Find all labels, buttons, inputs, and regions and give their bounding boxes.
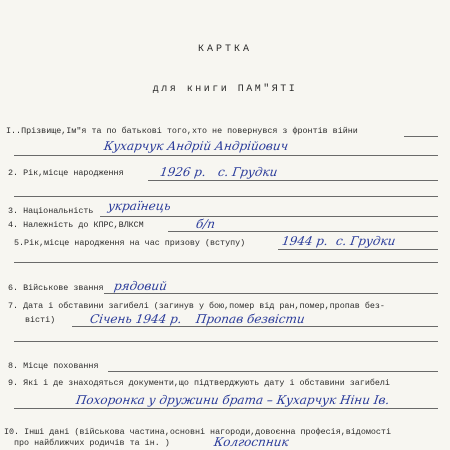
field-7-rule-2 [14, 341, 438, 342]
field-8-rule [108, 371, 438, 372]
field-4-label: 4. Належність до КПРС,ВЛКСМ [8, 220, 144, 230]
field-7-label-line-2: вісті) [25, 315, 56, 325]
field-9-label: 9. Які і де знаходяться документи,що підтверджують дату і обставини загибелі [8, 378, 390, 388]
field-5-label: 5.Рік,місце народження на час призову (вступу) [14, 238, 246, 248]
field-8-label: 8. Місце поховання [8, 361, 99, 371]
field-1-rule [14, 155, 438, 156]
field-4-rule [168, 231, 438, 232]
field-7-rule [72, 326, 438, 327]
card-title: КАРТКА [197, 44, 252, 55]
field-4-party: б/п [195, 217, 217, 231]
field-3-nationality: українець [107, 199, 172, 213]
field-5-draft-year: 1944 р. [281, 234, 329, 248]
field-10-label-line-2: про найближчих родичів та ін. ) [14, 438, 170, 448]
field-9-documents: Похоронка у дружини брата – Кухарчук Ніни Ів. [75, 393, 391, 407]
field-2-label: 2. Рік,місце народження [8, 168, 124, 178]
field-7-label-line-1: 7. Дата і обставини загибелі (загинув у бою,помер від ран,помер,пропав без- [8, 301, 385, 311]
field-1-label-rule [404, 136, 438, 137]
field-5-rule-2 [14, 262, 438, 263]
field-9-rule [14, 408, 438, 409]
field-5-rule [278, 249, 438, 250]
field-2-rule-2 [14, 196, 438, 197]
field-5-draft-place: с. Грудки [335, 234, 397, 248]
field-1-full-name: Кухарчук Андрій Андрійович [103, 139, 290, 153]
field-10-label-line-1: І0. Інші дані (військова частина,основні нагороди,довоєнна професія,відомості [4, 427, 391, 437]
field-2-birth-year: 1926 р. [159, 165, 207, 179]
field-1-label: І..Прізвище,Ім"я та по батькові того,хто не повернувся з фронтів війни [6, 126, 358, 136]
field-6-rank: рядовий [113, 279, 168, 293]
field-2-rule [148, 180, 438, 181]
field-6-label: 6. Військове звання [8, 283, 104, 293]
field-6-rule [104, 293, 438, 294]
field-7-status: Пропав безвісти [195, 312, 306, 326]
field-2-birth-place: с. Грудки [217, 165, 279, 179]
field-3-rule [100, 216, 438, 217]
card-subtitle: для книги ПАМ"ЯТІ [152, 84, 298, 95]
field-7-date: Січень 1944 р. [89, 312, 183, 326]
field-10-other-info: Колгоспник [213, 435, 290, 449]
field-3-label: 3. Національність [8, 206, 94, 216]
